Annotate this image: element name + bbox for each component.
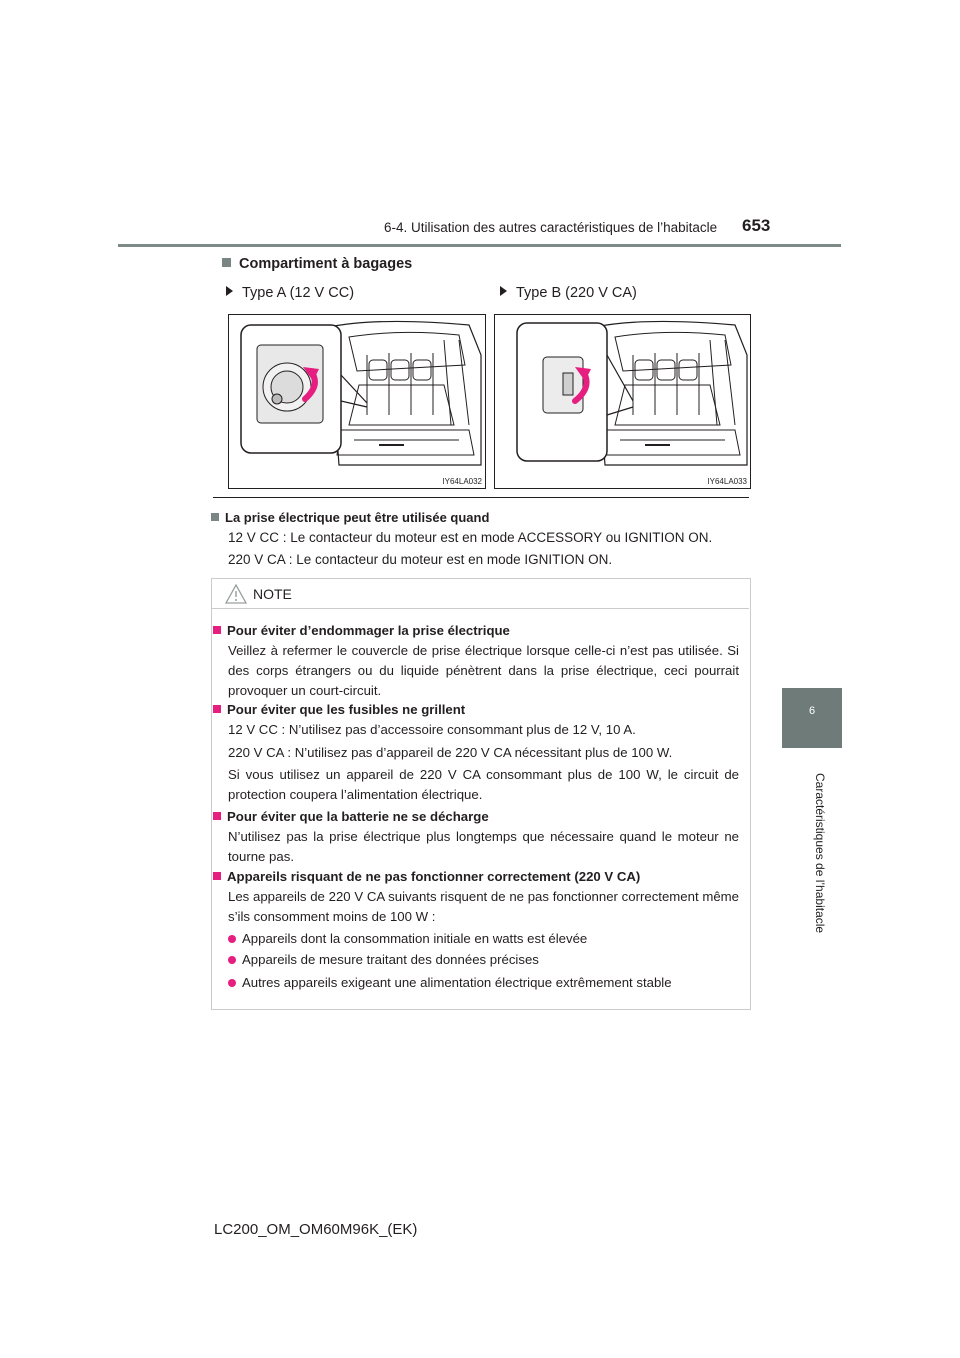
triangle-marker-icon [226, 286, 233, 296]
warning-triangle-icon [225, 584, 247, 609]
square-bullet-icon [213, 626, 221, 634]
figure-b-label-text: Type B (220 V CA) [516, 285, 637, 301]
document-code: LC200_OM_OM60M96K_(EK) [214, 1221, 418, 1238]
figure-a [228, 314, 486, 489]
figure-b-label [500, 285, 637, 301]
section-title: 6-4. Utilisation des autres caractéristiques de l’habitacle [384, 220, 718, 235]
square-bullet-icon [213, 705, 221, 713]
list-item [228, 929, 587, 949]
info-line-220v: 220 V CA : Le contacteur du moteur est en mode IGNITION ON. [228, 552, 613, 567]
note-heading-damage-text: Pour éviter d’endommager la prise électrique [227, 623, 510, 638]
bullet-dot-icon [228, 979, 236, 987]
page-number: 653 [742, 216, 771, 235]
list-item [228, 950, 539, 970]
note-heading-battery [213, 807, 489, 827]
note-heading-battery-text: Pour éviter que la batterie ne se décharge [227, 809, 489, 824]
note-header-rule [212, 608, 749, 609]
section-heading [222, 256, 412, 272]
chapter-label: Caractéristiques de l’habitacle [813, 773, 827, 934]
figure-b [494, 314, 751, 489]
info-line-12v: 12 V CC : Le contacteur du moteur est en mode ACCESSORY ou IGNITION ON. [228, 530, 713, 545]
note-heading-devices-text: Appareils risquant de ne pas fonctionner correctement (220 V CA) [227, 869, 641, 884]
square-bullet-icon [211, 513, 219, 521]
header-rule [118, 244, 841, 247]
square-bullet-icon [222, 258, 231, 267]
note-heading-devices [213, 867, 640, 887]
note-text-fuses-220v: 220 V CA : N’utilisez pas d’appareil de 220 V CA nécessitant plus de 100 W. [228, 745, 673, 760]
cargo-area-12v-illustration [229, 315, 485, 488]
separator-line [213, 497, 749, 498]
note-text-battery: N’utilisez pas la prise électrique plus longtemps que nécessaire quand le moteur ne tourne pas. [228, 829, 739, 864]
bullet-dot-icon [228, 956, 236, 964]
chapter-number: 6 [808, 705, 816, 717]
note-text-devices: Les appareils de 220 V CA suivants risquent de ne pas fonctionner correctement même s’ils consomment moins de 100 W : [228, 889, 739, 924]
list-item-text: Appareils de mesure traitant des données précises [242, 952, 539, 967]
triangle-marker-icon [500, 286, 507, 296]
bullet-dot-icon [228, 935, 236, 943]
square-bullet-icon [213, 812, 221, 820]
square-bullet-icon [213, 872, 221, 880]
figure-a-code: IY64LA032 [442, 477, 482, 486]
note-heading-fuses-text: Pour éviter que les fusibles ne grillent [227, 702, 466, 717]
chapter-tab [782, 688, 842, 748]
figure-a-label-text: Type A (12 V CC) [242, 285, 355, 301]
cargo-area-220v-illustration [495, 315, 750, 488]
note-heading-fuses [213, 700, 465, 720]
section-heading-text: Compartiment à bagages [239, 256, 413, 272]
note-title: NOTE [253, 586, 292, 602]
figure-a-label [226, 285, 354, 301]
info-heading [211, 507, 489, 528]
note-heading-damage [213, 621, 510, 641]
list-item [228, 973, 672, 993]
figure-b-code: IY64LA033 [707, 477, 747, 486]
note-text-damage: Veillez à refermer le couvercle de prise électrique lorsque celle-ci n’est pas utilisée. Si des corps étrangers ou du liquide pénètrent dans la prise électrique, ceci pourrait provoquer un court-circuit. [228, 643, 739, 698]
note-text-fuses-12v: 12 V CC : N’utilisez pas d’accessoire consommant plus de 12 V, 10 A. [228, 722, 636, 737]
info-heading-text: La prise électrique peut être utilisée quand [225, 510, 490, 525]
note-text-fuses-protection: Si vous utilisez un appareil de 220 V CA consommant plus de 100 W, le circuit de protection coupera l’alimentation électrique. [228, 767, 739, 802]
list-item-text: Appareils dont la consommation initiale en watts est élevée [242, 931, 588, 946]
list-item-text: Autres appareils exigeant une alimentation électrique extrêmement stable [242, 975, 672, 990]
